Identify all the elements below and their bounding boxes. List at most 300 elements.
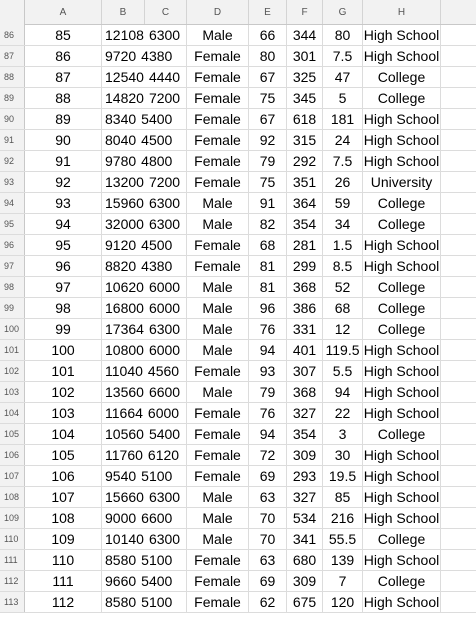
cell-g[interactable]: 80: [323, 25, 363, 45]
cell-group-bc: [102, 256, 187, 276]
cell-d[interactable]: Female: [187, 361, 249, 381]
cell-c[interactable]: 6000: [147, 405, 180, 421]
row-header[interactable]: 92: [0, 151, 25, 171]
cell-b[interactable]: 11760: [105, 447, 143, 463]
cell-group-bc: [102, 508, 187, 528]
cell-c[interactable]: 4440: [148, 69, 181, 85]
cell-c[interactable]: 7200: [148, 174, 181, 190]
cell-c[interactable]: 5400: [141, 573, 173, 589]
cell-h[interactable]: College: [363, 424, 441, 444]
table-row: [0, 88, 476, 109]
cell-e[interactable]: 79: [249, 382, 287, 402]
cell-g[interactable]: 5: [323, 88, 363, 108]
cell-h[interactable]: High School: [363, 342, 440, 358]
table-row: [0, 298, 476, 319]
table-row: [0, 508, 476, 529]
row-header[interactable]: 93: [0, 172, 25, 192]
cell-d[interactable]: Male: [187, 193, 249, 213]
row-header[interactable]: 101: [0, 340, 25, 360]
table-row: [0, 46, 476, 67]
cell-c[interactable]: 5100: [141, 552, 173, 568]
cell-d[interactable]: Female: [187, 592, 249, 612]
cell-g[interactable]: 59: [323, 193, 363, 213]
cell-e[interactable]: 80: [249, 46, 287, 66]
row-header[interactable]: 108: [0, 487, 25, 507]
cell-h[interactable]: High School: [363, 237, 440, 253]
cell-f[interactable]: 364: [287, 193, 323, 213]
column-header-b[interactable]: B: [102, 0, 145, 24]
cell-b[interactable]: 9000: [105, 510, 137, 526]
cell-b[interactable]: 13560: [105, 384, 144, 400]
row-header[interactable]: 106: [0, 445, 25, 465]
table-row: [0, 256, 476, 277]
cell-c[interactable]: 5100: [141, 468, 173, 484]
cell-e[interactable]: 81: [249, 277, 287, 297]
cell-a[interactable]: 98: [25, 298, 102, 318]
row-header[interactable]: 104: [0, 403, 25, 423]
cell-a[interactable]: 92: [25, 172, 102, 192]
cell-group-bc: [102, 529, 187, 549]
cell-b[interactable]: 15960: [105, 195, 144, 211]
cell-e[interactable]: 94: [249, 340, 287, 360]
cell-g[interactable]: 3: [323, 424, 363, 444]
cell-a[interactable]: 103: [25, 403, 102, 423]
cell-h[interactable]: High School: [363, 132, 440, 148]
cell-d[interactable]: Male: [187, 319, 249, 339]
select-all-corner[interactable]: [0, 0, 25, 25]
table-row: [0, 550, 476, 571]
cell-d[interactable]: Male: [187, 340, 249, 360]
cell-e[interactable]: 69: [249, 571, 287, 591]
cell-b[interactable]: 11040: [105, 363, 143, 379]
cell-d[interactable]: Female: [187, 46, 249, 66]
cell-e[interactable]: 63: [249, 550, 287, 570]
cell-d[interactable]: Female: [187, 445, 249, 465]
row-header[interactable]: 111: [0, 550, 25, 570]
cell-group-bc: [102, 214, 187, 234]
row-header[interactable]: 102: [0, 361, 25, 381]
column-header-g[interactable]: G: [323, 0, 363, 24]
cell-group-bc: [102, 151, 187, 171]
row-header[interactable]: 97: [0, 256, 25, 276]
cell-f[interactable]: 327: [287, 403, 323, 423]
cell-e[interactable]: 70: [249, 529, 287, 549]
cell-g[interactable]: 30: [323, 445, 363, 465]
cell-b[interactable]: 11664: [105, 405, 143, 421]
cell-c[interactable]: 5400: [148, 426, 181, 442]
cell-g[interactable]: 47: [323, 67, 363, 87]
cell-b[interactable]: 10140: [105, 531, 144, 547]
cell-h[interactable]: High School: [363, 405, 440, 421]
cell-d[interactable]: Female: [187, 403, 249, 423]
cell-f[interactable]: 341: [287, 529, 323, 549]
cell-f[interactable]: 292: [287, 151, 323, 171]
cell-f[interactable]: 386: [287, 298, 323, 318]
cell-e[interactable]: 69: [249, 466, 287, 486]
cell-f[interactable]: 299: [287, 256, 323, 276]
cell-d[interactable]: Female: [187, 109, 249, 129]
row-header[interactable]: 110: [0, 529, 25, 549]
cell-g[interactable]: 216: [323, 508, 363, 528]
cell-e[interactable]: 76: [249, 403, 287, 423]
cell-c[interactable]: 7200: [148, 90, 181, 106]
cell-d[interactable]: Male: [187, 508, 249, 528]
table-row: [0, 361, 476, 382]
row-header[interactable]: 107: [0, 466, 25, 486]
cell-e[interactable]: 70: [249, 508, 287, 528]
cell-e[interactable]: 82: [249, 214, 287, 234]
cell-g[interactable]: 120: [323, 592, 363, 612]
cell-a[interactable]: 110: [25, 550, 102, 570]
cell-h[interactable]: High School: [363, 447, 440, 463]
cell-a[interactable]: 93: [25, 193, 102, 213]
cell-c[interactable]: 5400: [141, 111, 173, 127]
cell-d[interactable]: Male: [187, 277, 249, 297]
cell-e[interactable]: 93: [249, 361, 287, 381]
cell-e[interactable]: 91: [249, 193, 287, 213]
cell-h[interactable]: High School: [363, 489, 440, 505]
row-header[interactable]: 112: [0, 571, 25, 591]
cell-f[interactable]: 368: [287, 277, 323, 297]
cell-f[interactable]: 309: [287, 445, 323, 465]
cell-group-bc: [102, 571, 187, 591]
cell-b[interactable]: 9720: [105, 48, 137, 64]
cell-g[interactable]: 181: [323, 109, 363, 129]
table-row: [0, 172, 476, 193]
cell-f[interactable]: 675: [287, 592, 323, 612]
cell-e[interactable]: 72: [249, 445, 287, 465]
cell-d[interactable]: Female: [187, 256, 249, 276]
cell-b[interactable]: 10800: [105, 342, 144, 358]
cell-c[interactable]: 6000: [148, 342, 181, 358]
row-header[interactable]: 86: [0, 25, 25, 45]
cell-g[interactable]: 34: [323, 214, 363, 234]
cell-f[interactable]: 344: [287, 25, 323, 45]
cell-c[interactable]: 6600: [148, 384, 181, 400]
cell-g[interactable]: 8.5: [323, 256, 363, 276]
cell-b[interactable]: 10620: [105, 279, 144, 295]
row-header[interactable]: 113: [0, 592, 25, 612]
cell-c[interactable]: 4380: [141, 48, 173, 64]
cell-h[interactable]: College: [363, 67, 441, 87]
table-row: [0, 445, 476, 466]
cell-d[interactable]: Male: [187, 487, 249, 507]
table-row: [0, 529, 476, 550]
cell-g[interactable]: 22: [323, 403, 363, 423]
cell-f[interactable]: 354: [287, 424, 323, 444]
cell-group-bc: [102, 109, 187, 129]
cell-h[interactable]: High School: [363, 594, 440, 610]
cell-f[interactable]: 534: [287, 508, 323, 528]
cell-group-bc: [102, 382, 187, 402]
cell-f[interactable]: 354: [287, 214, 323, 234]
table-row: [0, 235, 476, 256]
cell-b[interactable]: 12108: [105, 27, 144, 43]
cell-h[interactable]: College: [363, 319, 441, 339]
cell-a[interactable]: 91: [25, 151, 102, 171]
cell-d[interactable]: Male: [187, 298, 249, 318]
cell-d[interactable]: Female: [187, 571, 249, 591]
cell-a[interactable]: 85: [25, 25, 102, 45]
cell-h[interactable]: High School: [363, 27, 440, 43]
row-header[interactable]: 94: [0, 193, 25, 213]
cell-c[interactable]: 6000: [148, 279, 181, 295]
row-header[interactable]: 98: [0, 277, 25, 297]
cell-b[interactable]: 9120: [105, 237, 137, 253]
cell-f[interactable]: 351: [287, 172, 323, 192]
cell-b[interactable]: 8580: [105, 552, 137, 568]
cell-g[interactable]: 19.5: [323, 466, 363, 486]
cell-h[interactable]: High School: [363, 258, 440, 274]
cell-group-bc: [102, 361, 187, 381]
row-header[interactable]: 103: [0, 382, 25, 402]
cell-a[interactable]: 109: [25, 529, 102, 549]
cell-d[interactable]: Female: [187, 67, 249, 87]
cell-a[interactable]: 86: [25, 46, 102, 66]
cell-a[interactable]: 94: [25, 214, 102, 234]
cell-group-bc: [102, 25, 187, 45]
cell-c[interactable]: 6120: [147, 447, 180, 463]
cell-f[interactable]: 309: [287, 571, 323, 591]
cell-f[interactable]: 345: [287, 88, 323, 108]
cell-c[interactable]: 6300: [148, 216, 181, 232]
cell-h[interactable]: College: [363, 193, 441, 213]
cell-e[interactable]: 62: [249, 592, 287, 612]
cell-e[interactable]: 92: [249, 130, 287, 150]
row-header[interactable]: 91: [0, 130, 25, 150]
cell-h[interactable]: College: [363, 529, 441, 549]
cell-b[interactable]: 9660: [105, 573, 137, 589]
cell-a[interactable]: 87: [25, 67, 102, 87]
cell-b[interactable]: 13200: [105, 174, 144, 190]
cell-h[interactable]: High School: [363, 552, 440, 568]
cell-f[interactable]: 401: [287, 340, 323, 360]
cell-h[interactable]: High School: [363, 510, 440, 526]
cell-b[interactable]: 8040: [105, 132, 137, 148]
cell-b[interactable]: 16800: [105, 300, 144, 316]
cell-group-bc: [102, 403, 187, 423]
cell-a[interactable]: 102: [25, 382, 102, 402]
cell-g[interactable]: 68: [323, 298, 363, 318]
cell-e[interactable]: 75: [249, 172, 287, 192]
table-row: [0, 214, 476, 235]
cell-d[interactable]: Male: [187, 214, 249, 234]
cell-e[interactable]: 79: [249, 151, 287, 171]
cell-h[interactable]: High School: [363, 111, 440, 127]
cell-c[interactable]: 4500: [141, 132, 173, 148]
row-header[interactable]: 88: [0, 67, 25, 87]
cell-b[interactable]: 9540: [105, 468, 137, 484]
cell-a[interactable]: 90: [25, 130, 102, 150]
cell-e[interactable]: 76: [249, 319, 287, 339]
cell-d[interactable]: Female: [187, 130, 249, 150]
cell-e[interactable]: 75: [249, 88, 287, 108]
row-header[interactable]: 109: [0, 508, 25, 528]
cell-b[interactable]: 32000: [105, 216, 144, 232]
cell-b[interactable]: 14820: [105, 90, 144, 106]
cell-e[interactable]: 66: [249, 25, 287, 45]
cell-c[interactable]: 6300: [148, 321, 181, 337]
cell-f[interactable]: 327: [287, 487, 323, 507]
row-header[interactable]: 105: [0, 424, 25, 444]
cell-a[interactable]: 106: [25, 466, 102, 486]
cell-e[interactable]: 63: [249, 487, 287, 507]
cell-group-bc: [102, 466, 187, 486]
cell-b[interactable]: 8580: [105, 594, 137, 610]
cell-f[interactable]: 301: [287, 46, 323, 66]
row-header[interactable]: 87: [0, 46, 25, 66]
cell-a[interactable]: 111: [25, 571, 102, 591]
cell-e[interactable]: 67: [249, 109, 287, 129]
cell-f[interactable]: 325: [287, 67, 323, 87]
cell-d[interactable]: Male: [187, 25, 249, 45]
cell-b[interactable]: 12540: [105, 69, 144, 85]
cell-h[interactable]: High School: [363, 153, 440, 169]
cell-h[interactable]: College: [363, 214, 441, 234]
cell-a[interactable]: 101: [25, 361, 102, 381]
cell-d[interactable]: Female: [187, 88, 249, 108]
cell-a[interactable]: 97: [25, 277, 102, 297]
cell-g[interactable]: 7.5: [323, 46, 363, 66]
column-header-c[interactable]: C: [145, 0, 187, 24]
cell-g[interactable]: 139: [323, 550, 363, 570]
cell-c[interactable]: 6300: [148, 27, 181, 43]
row-header[interactable]: 90: [0, 109, 25, 129]
cell-f[interactable]: 281: [287, 235, 323, 255]
cell-c[interactable]: 4380: [141, 258, 173, 274]
cell-a[interactable]: 88: [25, 88, 102, 108]
cell-e[interactable]: 96: [249, 298, 287, 318]
cell-g[interactable]: 85: [323, 487, 363, 507]
cell-h[interactable]: College: [363, 298, 441, 318]
cell-b[interactable]: 15660: [105, 489, 144, 505]
cell-g[interactable]: 55.5: [323, 529, 363, 549]
cell-g[interactable]: 12: [323, 319, 363, 339]
cell-h[interactable]: High School: [363, 468, 440, 484]
cell-g[interactable]: 94: [323, 382, 363, 402]
cell-c[interactable]: 4800: [141, 153, 173, 169]
cell-b[interactable]: 9780: [105, 153, 137, 169]
column-header-d[interactable]: D: [187, 0, 249, 24]
row-header[interactable]: 89: [0, 88, 25, 108]
cell-group-bc: [102, 235, 187, 255]
cell-d[interactable]: Male: [187, 382, 249, 402]
cell-group-bc: [102, 592, 187, 612]
cell-e[interactable]: 94: [249, 424, 287, 444]
row-header[interactable]: 96: [0, 235, 25, 255]
cell-d[interactable]: Female: [187, 235, 249, 255]
cell-c[interactable]: 6300: [148, 531, 181, 547]
cell-a[interactable]: 95: [25, 235, 102, 255]
cell-b[interactable]: 8820: [105, 258, 137, 274]
cell-g[interactable]: 7: [323, 571, 363, 591]
column-header-a[interactable]: A: [25, 0, 102, 24]
cell-h[interactable]: College: [363, 277, 441, 297]
cell-h[interactable]: High School: [363, 363, 440, 379]
cell-b[interactable]: 10560: [105, 426, 144, 442]
cell-e[interactable]: 68: [249, 235, 287, 255]
table-row: [0, 571, 476, 592]
cell-e[interactable]: 81: [249, 256, 287, 276]
cell-g[interactable]: 5.5: [323, 361, 363, 381]
cell-b[interactable]: 8340: [105, 111, 137, 127]
cell-g[interactable]: 52: [323, 277, 363, 297]
cell-d[interactable]: Female: [187, 424, 249, 444]
cell-d[interactable]: Female: [187, 466, 249, 486]
cell-h[interactable]: University: [363, 172, 441, 192]
cell-a[interactable]: 108: [25, 508, 102, 528]
row-header[interactable]: 99: [0, 298, 25, 318]
table-row: [0, 466, 476, 487]
cell-d[interactable]: Female: [187, 172, 249, 192]
cell-a[interactable]: 100: [25, 340, 102, 360]
cell-c[interactable]: 6300: [148, 195, 181, 211]
cell-group-bc: [102, 88, 187, 108]
cell-f[interactable]: 331: [287, 319, 323, 339]
table-row: [0, 151, 476, 172]
cell-f[interactable]: 315: [287, 130, 323, 150]
cell-a[interactable]: 89: [25, 109, 102, 129]
cell-h[interactable]: High School: [363, 384, 440, 400]
cell-g[interactable]: 7.5: [323, 151, 363, 171]
table-row: [0, 109, 476, 130]
cell-f[interactable]: 618: [287, 109, 323, 129]
cell-a[interactable]: 104: [25, 424, 102, 444]
cell-h[interactable]: College: [363, 88, 441, 108]
cell-a[interactable]: 96: [25, 256, 102, 276]
cell-a[interactable]: 105: [25, 445, 102, 465]
cell-d[interactable]: Male: [187, 529, 249, 549]
cell-g[interactable]: 26: [323, 172, 363, 192]
cell-g[interactable]: 119.5: [323, 340, 363, 360]
cell-c[interactable]: 6300: [148, 489, 181, 505]
cell-d[interactable]: Female: [187, 550, 249, 570]
cell-g[interactable]: 1.5: [323, 235, 363, 255]
table-row: [0, 340, 476, 361]
cell-c[interactable]: 5100: [141, 594, 173, 610]
cell-e[interactable]: 67: [249, 67, 287, 87]
cell-group-bc: [102, 46, 187, 66]
cell-c[interactable]: 4560: [147, 363, 180, 379]
cell-f[interactable]: 680: [287, 550, 323, 570]
cell-b[interactable]: 17364: [105, 321, 144, 337]
row-header[interactable]: 100: [0, 319, 25, 339]
column-header-e[interactable]: E: [249, 0, 287, 24]
table-row: [0, 25, 476, 46]
cell-h[interactable]: College: [363, 571, 441, 591]
cell-d[interactable]: Female: [187, 151, 249, 171]
column-header-f[interactable]: F: [287, 0, 323, 24]
cell-a[interactable]: 99: [25, 319, 102, 339]
cell-f[interactable]: 368: [287, 382, 323, 402]
cell-c[interactable]: 4500: [141, 237, 173, 253]
row-header[interactable]: 95: [0, 214, 25, 234]
cell-c[interactable]: 6600: [141, 510, 173, 526]
cell-group-bc: [102, 277, 187, 297]
cell-g[interactable]: 24: [323, 130, 363, 150]
cell-c[interactable]: 6000: [148, 300, 181, 316]
table-row: [0, 403, 476, 424]
cell-f[interactable]: 307: [287, 361, 323, 381]
cell-f[interactable]: 293: [287, 466, 323, 486]
cell-a[interactable]: 112: [25, 592, 102, 612]
cell-group-bc: [102, 130, 187, 150]
cell-h[interactable]: High School: [363, 48, 440, 64]
cell-a[interactable]: 107: [25, 487, 102, 507]
cell-group-bc: [102, 193, 187, 213]
column-header-h[interactable]: H: [363, 0, 441, 24]
table-body: [0, 25, 476, 613]
